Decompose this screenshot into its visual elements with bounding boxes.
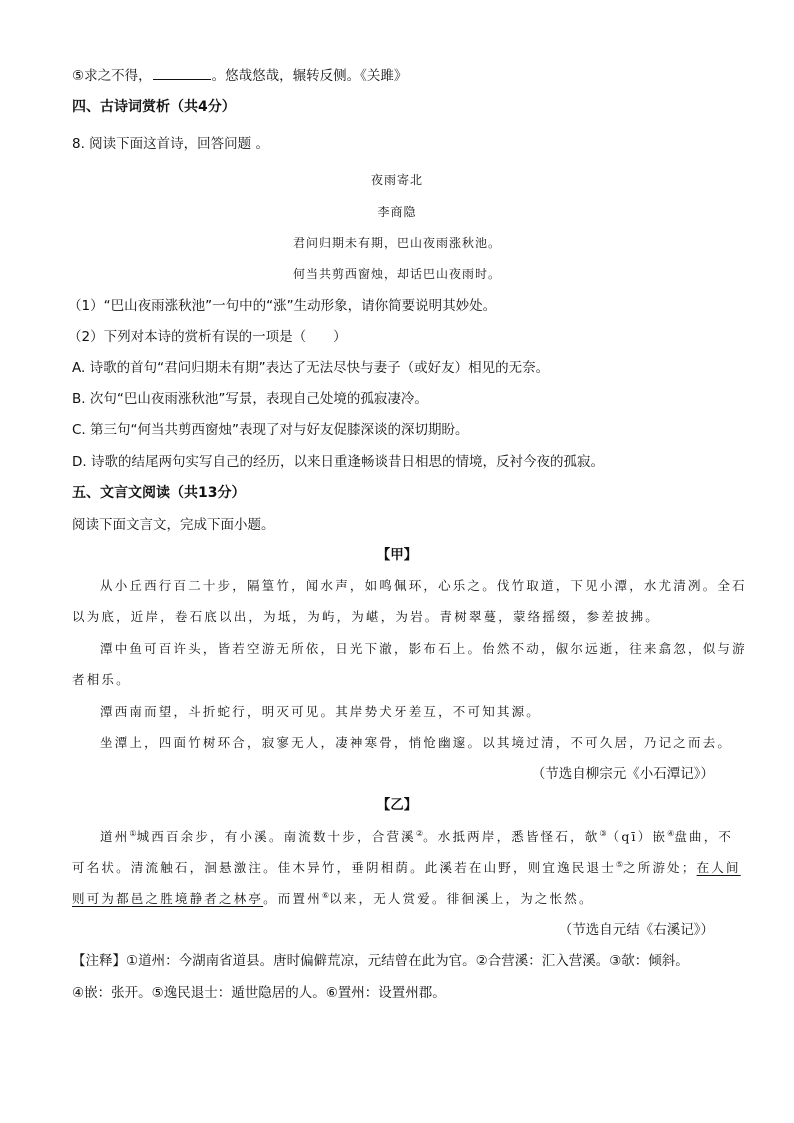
section-5-intro: 阅读下面文言文，完成下面小题。 — [72, 517, 275, 533]
yi-line-1 — [100, 828, 733, 846]
poem-author: 李商隐 — [377, 205, 417, 219]
jia-paragraph-3: 潭西南而望，斗折蛇行，明灭可见。其岸势犬牙差互，不可知其源。 — [100, 704, 542, 719]
footnote-marker: ② — [415, 828, 424, 838]
q5-text-before: ⑤求之不得， — [72, 68, 152, 84]
yi-text: 盘曲，不 — [674, 829, 734, 844]
yi-text: 。而置州 — [263, 891, 322, 906]
notes-line-2: ④嵌：张开。⑤逸民退士：遁世隐居的人。⑥置州：设置州郡。 — [72, 985, 446, 1001]
yi-text: 。水抵两岸，悉皆怪石，欹 — [423, 829, 600, 844]
jia-paragraph-2-line-1: 潭中鱼可百许头，皆若空游无所依，日光下澈，影布石上。佁然不动，俶尔远逝，往来翕忽，似与游 — [100, 641, 747, 656]
yi-text: 可名状。清流触石，洄悬激注。佳木异竹，垂阴相荫。此溪若在山野，则宜逸民退士 — [72, 860, 616, 875]
underlined-sentence: 则可为都邑之胜境静者之林亭 — [72, 891, 264, 906]
answer-blank[interactable] — [153, 66, 211, 80]
footnote-marker: ④ — [667, 828, 675, 838]
option-b[interactable]: B. 次句“巴山夜雨涨秋池”写景，表现自己处境的孤寂凄冷。 — [72, 391, 428, 407]
poem-line-1: 君问归期未有期，巴山夜雨涨秋池。 — [292, 236, 501, 250]
section-5-heading: 五、文言文阅读（共13分） — [72, 485, 246, 501]
yi-text: 城西百余步，有小溪。南流数十步，合营溪 — [136, 829, 416, 844]
yi-text: （qī）嵌 — [606, 829, 668, 844]
poem-line-2: 何当共剪西窗烛，却话巴山夜雨时。 — [292, 267, 501, 281]
footnote-marker: ⑥ — [321, 890, 330, 900]
option-c[interactable]: C. 第三句“何当共剪西窗烛”表现了对与好友促膝深谈的深切期盼。 — [72, 422, 469, 438]
yi-text: 以来，无人赏爱。徘徊溪上，为之怅然。 — [329, 891, 594, 906]
jia-source: （节选自柳宗元《小石潭记》） — [531, 766, 714, 782]
jia-paragraph-2-line-2: 者相乐。 — [72, 672, 131, 687]
q5-text-after: 。悠哉悠哉，辗转反侧。《关雎》 — [211, 68, 408, 84]
yi-line-2 — [72, 859, 741, 877]
q5-fill-blank — [72, 66, 407, 85]
passage-yi-label: 【乙】 — [376, 797, 418, 813]
yi-line-3 — [72, 890, 594, 908]
underlined-sentence: 在人间 — [696, 860, 741, 875]
notes-line-1: 【注释】①道州：今湖南省道县。唐时偏僻荒凉，元结曾在此为官。②合营溪：汇入营溪。③欹：倾斜。 — [72, 953, 689, 969]
footnote-marker: ③ — [599, 828, 607, 838]
section-4-heading: 四、古诗词赏析（共4分） — [72, 99, 236, 115]
footnote-marker: ① — [129, 828, 137, 838]
q8-prompt: 8. 阅读下面这首诗，回答问题 。 — [72, 136, 269, 152]
footnote-marker: ⑤ — [615, 859, 624, 869]
jia-paragraph-1-line-2: 以为底，近岸，卷石底以出，为坻，为屿，为嵁，为岩。青树翠蔓，蒙络摇缀，参差披拂。 — [72, 609, 661, 624]
passage-jia-label: 【甲】 — [376, 547, 418, 563]
yi-source: （节选自元结《右溪记》） — [558, 922, 714, 938]
yi-text: 之所游处； — [623, 860, 697, 875]
option-d[interactable]: D. 诗歌的结尾两句实写自己的经历，以来日重逢畅谈昔日相思的情境，反衬今夜的孤寂。 — [72, 454, 604, 470]
jia-paragraph-1-line-1: 从小丘西行百二十步，隔篁竹，闻水声，如鸣佩环，心乐之。伐竹取道，下见小潭，水尤清冽。全石 — [100, 578, 747, 593]
option-a[interactable]: A. 诗歌的首句“君问归期未有期”表达了无法尽快与妻子（或好友）相见的无奈。 — [72, 360, 550, 376]
jia-paragraph-4: 坐潭上，四面竹树环合，寂寥无人，凄神寒骨，悄怆幽邃。以其境过清，不可久居，乃记之而去。 — [100, 735, 733, 750]
q8-sub-question-2: （2）下列对本诗的赏析有误的一项是（ ） — [68, 329, 347, 345]
yi-text: 道州 — [100, 829, 130, 844]
poem-title: 夜雨寄北 — [370, 173, 423, 187]
q8-sub-question-1: （1）“巴山夜雨涨秋池”一句中的“涨”生动形象，请你简要说明其妙处。 — [68, 298, 497, 314]
